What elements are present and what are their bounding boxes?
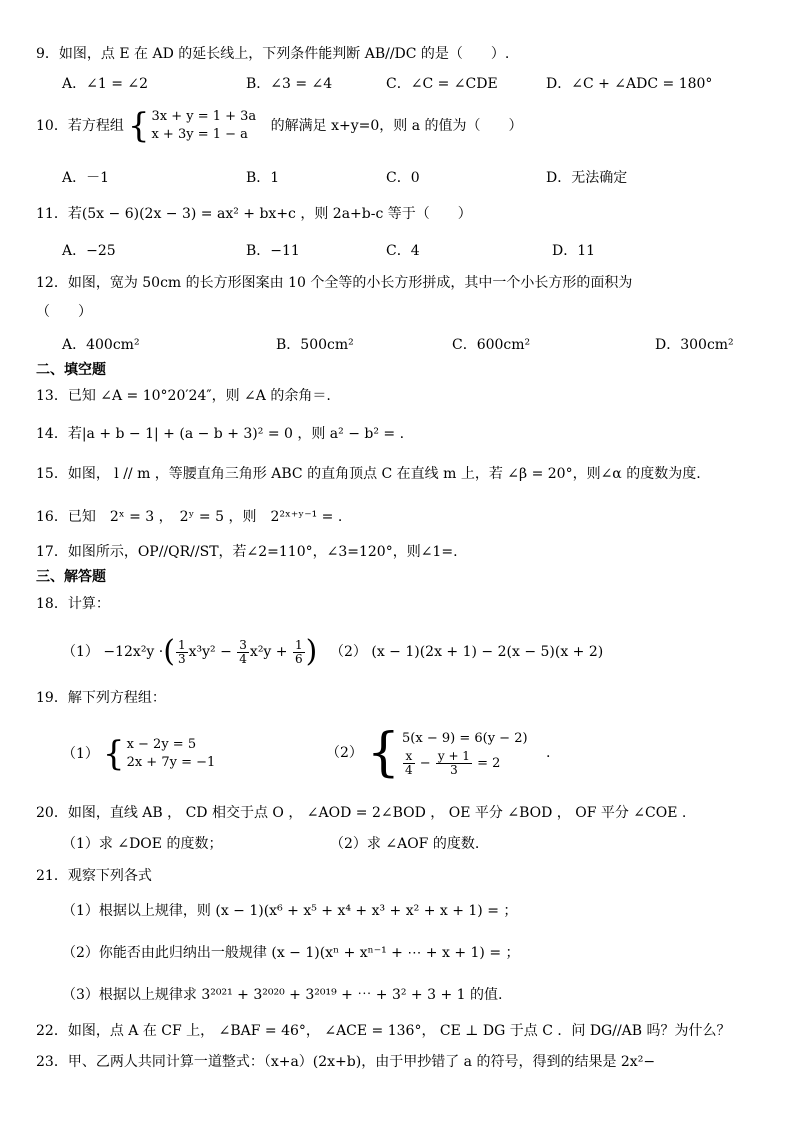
q13: 13．已知 ∠A = 10°20′24″，则 ∠A 的余角＝. bbox=[36, 388, 331, 404]
q23: 23．甲、乙两人共同计算一道整式：（x+a）(2x+b)，由于甲抄错了 a 的符号，得到的结果是 2x²− bbox=[36, 1054, 656, 1070]
q18-frac-2: $\frac{3}{4}$ bbox=[239, 637, 247, 666]
q14: 14．若|a + b − 1| + (a − b + 3)² = 0 ，则 a² − b² = . bbox=[36, 426, 405, 442]
q21-part1: （1）根据以上规律，则 (x − 1)(x⁶ + x⁵ + x⁴ + x³ + x² + x + 1) = ； bbox=[62, 903, 518, 919]
q12-stem-continued: （ ） bbox=[36, 304, 92, 320]
q10-system bbox=[151, 108, 256, 144]
q18-p1-label: （1） bbox=[62, 644, 99, 660]
q17: 17．如图所示，OP//QR//ST，若∠2=110°，∠3=120°，则∠1=. bbox=[36, 544, 458, 560]
q20-stem: 20．如图，直线 AB ， CD 相交于点 O ， ∠AOD = 2∠BOD ， OE 平分 ∠BOD ， OF 平分 ∠COE . bbox=[36, 805, 687, 821]
q12-option-d: D．300cm² bbox=[655, 337, 734, 353]
q10-brace: { bbox=[127, 106, 150, 146]
q18-left-paren: ( bbox=[163, 634, 175, 669]
q19-p2-end: . bbox=[546, 745, 551, 761]
q10-suffix: 的解满足 x+y=0，则 a 的值为（ ） bbox=[270, 118, 523, 134]
q12-option-b: B．500cm² bbox=[276, 337, 354, 353]
q11-option-a: A．−25 bbox=[62, 243, 116, 259]
q9-stem: 9．如图，点 E 在 AD 的延长线上，下列条件能判断 AB//DC 的是（ ）. bbox=[36, 46, 510, 62]
q19-p1-system bbox=[127, 736, 216, 772]
q20-part1: （1）求 ∠DOE 的度数； bbox=[62, 836, 223, 852]
q18-minus: − bbox=[220, 644, 232, 660]
q16: 16．已知 2ˣ = 3 ， 2ʸ = 5 ，则 2²ˣ⁺ʸ⁻¹ = . bbox=[36, 509, 343, 525]
q19-p2-eq2: $\frac{x}{4}$ − $\frac{y + 1}{3}$ = 2 bbox=[405, 748, 501, 777]
q10-stem bbox=[36, 106, 523, 146]
q18-term-1: x³y² bbox=[188, 644, 216, 660]
q19-p2-brace: { bbox=[366, 723, 401, 783]
q18-p1-lead: −12x²y · bbox=[103, 644, 164, 660]
q9-option-d: D．∠C + ∠ADC = 180° bbox=[546, 76, 713, 92]
q18-part2: （2） (x − 1)(2x + 1) − 2(x − 5)(x + 2) bbox=[330, 644, 604, 660]
q10-option-c: C．0 bbox=[386, 170, 420, 186]
q9-option-c: C．∠C = ∠CDE bbox=[386, 76, 498, 92]
q12-stem: 12．如图，宽为 50cm 的长方形图案由 10 个全等的小长方形拼成，其中一个小长方形的面积为 bbox=[36, 275, 633, 291]
q19-part2 bbox=[326, 722, 550, 784]
q22: 22．如图，点 A 在 CF 上， ∠BAF = 46°， ∠ACE = 136°， CE ⊥ DG 于点 C ．问 DG//AB 吗？为什么？ bbox=[36, 1023, 731, 1039]
q19-p1-brace: { bbox=[102, 734, 125, 774]
q19-part1 bbox=[62, 734, 215, 774]
q10-eq1: 3x + y = 1 + 3a bbox=[151, 109, 257, 124]
q11-option-d: D．11 bbox=[552, 243, 596, 259]
q19-p1-label: （1） bbox=[62, 746, 99, 762]
q21-part3: （3）根据以上规律求 3²⁰²¹ + 3²⁰²⁰ + 3²⁰¹⁹ + ⋯ + 3² + 3 + 1 的值. bbox=[62, 987, 503, 1003]
q12-option-a: A．400cm² bbox=[62, 337, 140, 353]
q18-frac-1: $\frac{1}{3}$ bbox=[177, 637, 186, 666]
section-heading-fill-in: 二、填空题 bbox=[36, 362, 106, 378]
q9-option-a: A．∠1 = ∠2 bbox=[62, 76, 149, 92]
q18-term-2: x²y + bbox=[249, 644, 288, 660]
q11-option-b: B．−11 bbox=[246, 243, 300, 259]
section-heading-solve: 三、解答题 bbox=[36, 569, 106, 585]
q19-p2-system bbox=[402, 730, 528, 777]
q10-prefix: 10．若方程组 bbox=[36, 118, 124, 134]
q18-stem: 18．计算： bbox=[36, 596, 110, 612]
q19-stem: 19．解下列方程组： bbox=[36, 690, 166, 706]
q18-part1 bbox=[62, 632, 317, 672]
q12-option-c: C．600cm² bbox=[452, 337, 531, 353]
q11-stem: 11．若(5x − 6)(2x − 3) = ax² + bx+c ，则 2a+b-c 等于（ ） bbox=[36, 206, 472, 222]
q19-p2-label: （2） bbox=[326, 745, 363, 761]
q10-eq2: x + 3y = 1 − a bbox=[151, 127, 248, 142]
q15: 15．如图， l // m ，等腰直角三角形 ABC 的直角顶点 C 在直线 m 上，若 ∠β = 20°，则∠α 的度数为度. bbox=[36, 466, 701, 482]
q10-option-d: D．无法确定 bbox=[546, 170, 628, 186]
q9-option-b: B．∠3 = ∠4 bbox=[246, 76, 333, 92]
q19-p2-eq1: 5(x − 9) = 6(y − 2) bbox=[402, 730, 528, 746]
q19-p1-eq1: x − 2y = 5 bbox=[126, 737, 197, 752]
q19-p1-eq2: 2x + 7y = −1 bbox=[126, 755, 216, 770]
q11-option-c: C．4 bbox=[386, 243, 420, 259]
q18-right-paren: ) bbox=[305, 634, 318, 669]
q18-frac-3: $\frac{1}{6}$ bbox=[294, 637, 303, 666]
q21-stem: 21．观察下列各式 bbox=[36, 868, 152, 884]
q10-option-b: B．1 bbox=[246, 170, 280, 186]
q21-part2: （2）你能否由此归纳出一般规律 (x − 1)(xⁿ + xⁿ⁻¹ + ⋯ + x + 1) = ； bbox=[62, 945, 520, 961]
q20-part2: （2）求 ∠AOF 的度数. bbox=[330, 836, 480, 852]
q10-option-a: A．－1 bbox=[62, 170, 110, 186]
